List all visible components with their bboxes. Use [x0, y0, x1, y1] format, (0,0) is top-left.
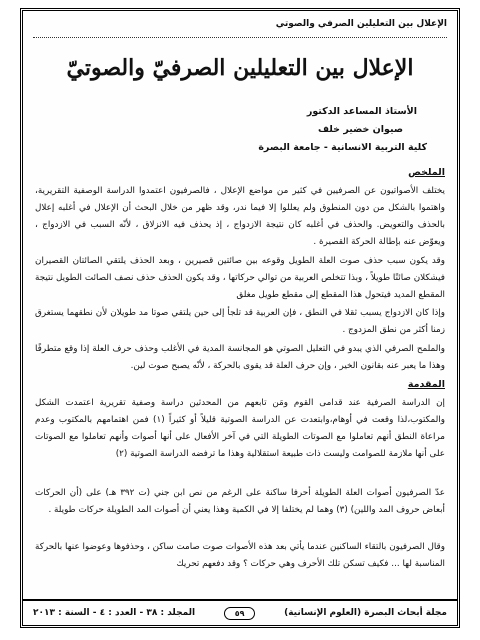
- intro-paragraph: عدّ الصرفيون أصوات العلة الطويلة أحرفا ساكنة على الرغم من نص ابن جني (ت ٣٩٢ هـ) على (أن الحركات أبعاض حروف المد واللين) (٣) وهما لم يختلفا إلا في الكمية وهذا يعني أن أصوات المد الطويلة حركات طويلة .: [35, 488, 445, 515]
- author-affiliation: كلية التربية الانسانية - جامعة البصرة: [258, 142, 427, 153]
- page-number: ٥٩: [224, 607, 256, 620]
- intro-heading: المقدمة: [407, 379, 445, 390]
- running-head: [33, 19, 447, 38]
- author-block: [117, 103, 427, 157]
- running-head-text: الإعلال بين التعليلين الصرفي والصوتي: [275, 19, 447, 29]
- author-name: صيوان خضير خلف: [317, 124, 403, 135]
- article-title: الإعلال بين التعليلين الصرفيّ والصوتيّ: [66, 55, 414, 81]
- issue-info: المجلد : ٣٨ - العدد : ٤ - السنة : ٢٠١٣: [33, 608, 196, 618]
- intro-paragraph: إن الدراسة الصرفية عند قدامى القوم ومَن تابعهم من المحدثين دراسة وصفية تقريرية اعتمدت الشكل والمكتوب،لذا وقعت في أوهام،وابتعدت عن الدراسة الصوتية قليلاً أو كثيراً (١) فمن اهتمامهم بالمكتوب وعدم مراعاة النطق أنهم تعاملوا مع الصوتات الطويلة التي في آخر الأفعال على أنها أصوات وأنهم تعاملوا مع الصوتات على أنها ملازمة للصوامت وليست ذات طبيعة استقلالية وهذا ما ترفضه الدراسة الصوتية (٢): [35, 398, 445, 459]
- page-footer: [23, 599, 457, 625]
- journal-name: مجلة أبحاث البصرة (العلوم الإنسانية): [284, 608, 447, 618]
- abstract-heading: الملخص: [408, 167, 445, 178]
- author-rank: الأستاذ المساعد الدكتور: [306, 106, 417, 117]
- abstract-paragraph: وقد يكون سبب حذف صوت العلة الطويل وقوعه بين صائتين قصيرين ، وبعد الحذف يلتقي الصائتان القصيران فيشكلان صائتًا طويلاً ، وبذا تتخلص العربية من توالي حركاتها ، وقد يكون الحذف حذف نصف الصائت الطويل نتيجة المقطع المديد فيتحول هذا المقطع إلى مقطع طويل مغلق: [35, 256, 445, 300]
- intro-paragraph: وقال الصرفيون بالتقاء الساكنين عندما يأتي بعد هذه الأصوات صوت صامت ساكن ، وحذفوها وعوضوا عنها بالحركة المناسبة لها ... فكيف تسكن تلك الأحرف وهي حركات ؟ وقد دفعهم تحريك: [35, 542, 445, 569]
- abstract-paragraph: والملمح الصرفي الذي يبدو في التعليل الصوتي هو المجانسة المدية في الأغلب وحذف حرف العلة إذا وقع متطرفًا وهذا ما يعبر عنه بقانون الخير ، وإن حرف العلة قد يقوى بالحركة ، لأنّه يصبح صوت لين.: [35, 344, 445, 371]
- abstract-paragraph: يختلف الأصواتيون عن الصرفيين في كثير من مواضع الإعلال ، فالصرفيون اعتمدوا الدراسة الوصفية التقريرية، واهتموا بالشكل من دون المنطوق ولم يعللوا إلا فيما ندر، وقد ظهر من خلال البحث أن الإعلال في أغلبه إعلال بالحذف والتعويض. والحذف في أغلبه كان نتيجة الازدواج ، إذ يحذف فيه الانزلاق ، لأنّه السبب في الازدواج ، ويعوّض عنه بإطالة الحركة القصيرة .: [35, 186, 445, 247]
- abstract-paragraph: وإذا كان الازدواج يسبب ثقلا في النطق ، فإن العربية قد تلجأ إلى حين يلتقي صوتا مد طويلان لأن نطقهما يستغرق زمنا أكثر من نطق المزدوج .: [35, 308, 445, 335]
- journal-page: [20, 8, 460, 628]
